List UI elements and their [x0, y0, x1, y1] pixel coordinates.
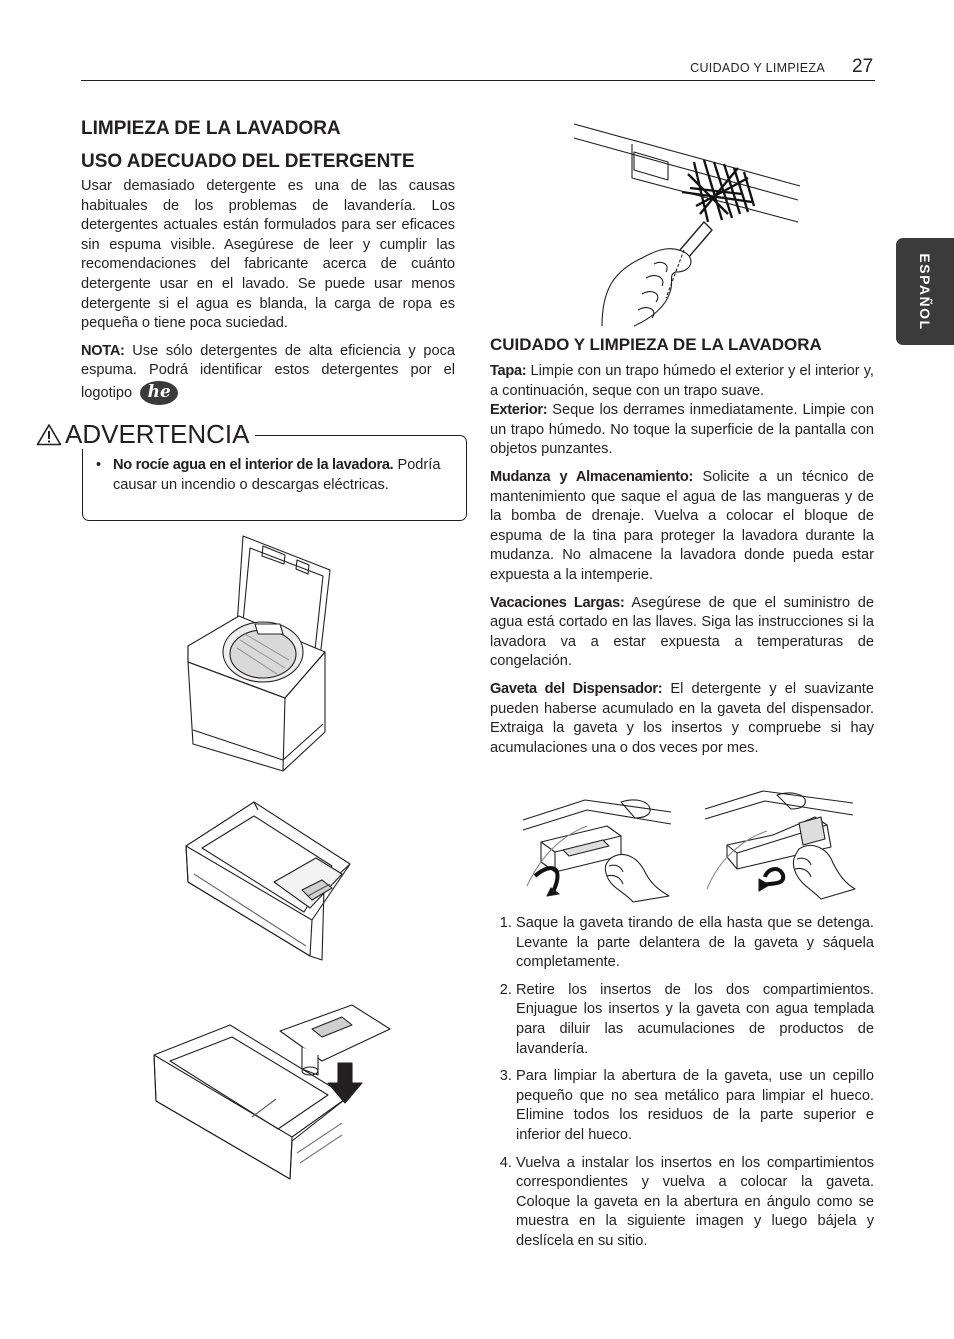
step-item: 2. Retire los insertos de los dos compartimientos. Enjuague los insertos y la gaveta con agua templada para diluir las acumulaciones de productos de lavandería.: [516, 981, 874, 1059]
header-rule: [81, 80, 875, 81]
mudanza-text: Solicite a un técnico de mantenimiento que saque el agua de las mangueras y de la bomba de drenaje. Vuelva a colocar el bloque de espuma de la tina para proteger la lavadora durante la mudanza. No almacene la lavadora donde pueda estar expuesta a la intemperie.: [490, 468, 875, 583]
vacaciones-label: Vacaciones Largas:: [490, 594, 625, 611]
care-heading: CUIDADO Y LIMPIEZA DE LA LAVADORA: [490, 335, 822, 354]
warning-bold-text: No rocíe agua en el interior de la lavadora.: [113, 457, 394, 473]
tapa-label: Tapa:: [490, 363, 527, 379]
tapa-paragraph: [490, 362, 874, 401]
left-column: [81, 118, 455, 413]
tapa-text: Limpie con un trapo húmedo el exterior y el interior y, a continuación, seque con un trapo suave.: [490, 363, 874, 399]
dispenser-drawer-illustration: [182, 800, 358, 962]
steps-list-container: [490, 914, 874, 1260]
warning-bullet: •: [96, 457, 102, 473]
warning-title: [30, 419, 255, 449]
steps-list: [490, 914, 874, 1252]
nota-text: Use sólo detergentes de alta eficiencia y poca espuma. Podrá identificar estos detergentes por el logotipo: [81, 342, 455, 401]
drawer-removal-illustration-2: [703, 789, 856, 903]
section-subtitle: USO ADECUADO DEL DETERGENTE: [81, 151, 415, 172]
exterior-text: Seque los derrames inmediatamente. Limpie con un trapo húmedo. No toque la superficie de la pantalla con objetos punzantes.: [490, 402, 874, 458]
language-tab: [896, 238, 954, 345]
warning-text: Podría causar un incendio o descargas eléctricas.: [113, 457, 441, 493]
step-item: 1. Saque la gaveta tirando de ella hasta que se detenga. Levante la parte delantera de la gaveta y sáquela completamente.: [516, 914, 874, 973]
vacaciones-text: Asegúrese de que el suministro de agua está cortado en las llaves. Siga las instrucciones si la lavadora va a estar expuesta a temperaturas de congelación.: [490, 594, 874, 670]
warning-content: [96, 456, 446, 495]
section-header: CUIDADO Y LIMPIEZA: [690, 61, 825, 75]
step-item: 3. Para limpiar la abertura de la gaveta, use un cepillo pequeño que no sea metálico para limpiar el hueco. Elimine todos los residuos de la parte superior e inferior del hueco.: [516, 1067, 874, 1145]
gaveta-text: El detergente y el suavizante pueden haberse acumulado en la gaveta del dispensador. Extraiga la gaveta y los insertos y compruebe si hay acumulaciones una o dos veces por mes.: [490, 680, 874, 756]
vacaciones-paragraph: [490, 594, 874, 672]
right-column: [490, 335, 874, 766]
exterior-label: Exterior:: [490, 402, 548, 419]
drawer-insert-illustration: [152, 1003, 394, 1181]
page-title: LIMPIEZA DE LA LAVADORA: [81, 118, 341, 139]
brush-cleaning-illustration: [572, 122, 802, 328]
he-logo-icon: he: [140, 381, 178, 405]
exterior-paragraph: [490, 401, 874, 460]
warning-title-text: ADVERTENCIA: [65, 419, 250, 449]
intro-paragraph: Usar demasiado detergente es una de las causas habituales de los problemas de lavandería. Los detergentes actuales están formulados para ser eficaces sin espuma visible. Asegúrese de leer y cumplir las recomendaciones del fabricante acerca de cuánto detergente usar en el lavado. Se puede usar menos detergente si el agua es blanda, la carga de ropa es pequeña o tiene poca suciedad.: [81, 178, 455, 332]
mudanza-label: Mudanza y Almacenamiento:: [490, 468, 694, 485]
gaveta-label: Gaveta del Dispensador:: [490, 680, 663, 697]
page-number: 27: [852, 56, 874, 77]
nota-label: NOTA:: [81, 342, 125, 359]
warning-triangle-icon: [36, 423, 62, 446]
gaveta-paragraph: [490, 680, 874, 758]
nota-paragraph: [81, 342, 455, 405]
language-tab-label: ESPAÑOL: [917, 252, 933, 331]
mudanza-paragraph: [490, 468, 874, 586]
step-item: 4. Vuelva a instalar los insertos en los compartimientos correspondientes y vuelva a colocar la gaveta. Coloque la gaveta en la abertura en ángulo como se muestra en la siguiente imagen y luego bájela y deslícela en su sitio.: [516, 1154, 874, 1252]
washer-illustration: [185, 534, 335, 772]
drawer-removal-illustration-1: [521, 796, 673, 904]
